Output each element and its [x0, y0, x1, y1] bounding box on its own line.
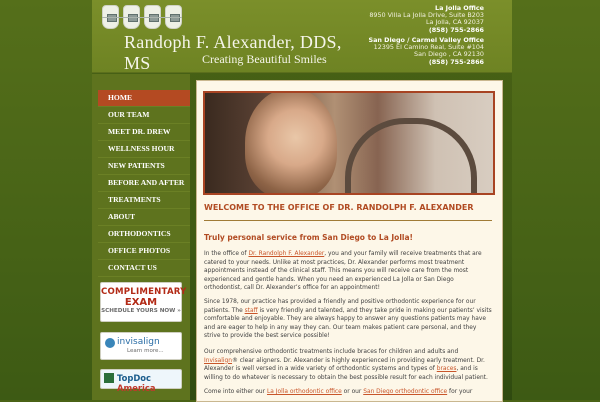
hero-photo	[203, 91, 495, 195]
promo-cta: SCHEDULE YOURS NOW »	[101, 308, 181, 314]
office-phone[interactable]: (858) 755-2866	[428, 57, 484, 66]
page-background-left	[0, 0, 92, 400]
braces-link[interactable]: braces	[436, 366, 457, 373]
promo-title: COMPLIMENTARY	[101, 287, 187, 297]
nav-item-wellness-hour[interactable]: WELLNESS HOUR	[98, 141, 190, 158]
topdoc-brand-suffix: America	[117, 383, 156, 393]
nav-item-home[interactable]: HOME	[98, 90, 190, 107]
office-address-line: San Diego , CA 92130	[414, 50, 484, 59]
clinic-name[interactable]: Randoph F. Alexander, DDS, MS	[124, 32, 342, 73]
doctor-link[interactable]: Dr. Randolph F. Alexander	[248, 251, 325, 257]
nav-item-about[interactable]: ABOUT	[98, 209, 190, 226]
office-phone[interactable]: (858) 755-2866	[428, 25, 484, 34]
hero-photo-person	[245, 91, 337, 195]
topdoc-icon	[104, 373, 114, 383]
page-background-right	[512, 0, 600, 400]
nav-item-meet-dr-drew[interactable]: MEET DR. DREW	[98, 124, 190, 141]
nav-item-contact-us[interactable]: CONTACT US	[98, 260, 190, 277]
paragraph-text: ® clear aligners. Dr. Alexander is highly experienced in providing early treatment. Dr. Alexander is well versed in a wide variety of orthodontic systems and types of	[204, 357, 485, 373]
invisalign-link[interactable]: Invisalign	[204, 357, 233, 364]
complimentary-exam-banner[interactable]	[100, 282, 187, 322]
paragraph-text: for your	[447, 389, 473, 395]
title-divider	[204, 220, 492, 221]
la-jolla-office-link[interactable]: La Jolla orthodontic office	[266, 389, 342, 395]
bracket-icon	[128, 14, 138, 22]
invisalign-icon	[105, 338, 115, 348]
paragraph-text: Our comprehensive orthodontic treatments include braces for children and adults and	[204, 349, 459, 355]
office-address-line: 12395 El Camino Real, Suite #104	[373, 43, 484, 52]
invisalign-logo-text: invisalign	[117, 337, 160, 347]
paragraph-text: In the office of	[204, 251, 249, 257]
nav-item-before-after[interactable]: BEFORE AND AFTER	[98, 175, 190, 192]
office-address-line: La Jolla, CA 92037	[425, 18, 484, 27]
staff-link[interactable]: staff	[244, 307, 258, 314]
paragraph-text: , and is willing to do whatever is necessary to obtain the best possible result for each individual patient.	[204, 366, 488, 381]
nav-item-treatments[interactable]: TREATMENTS	[98, 192, 190, 209]
hero-photo-chair	[345, 118, 477, 194]
nav-list	[92, 90, 190, 277]
nav-item-our-team[interactable]: OUR TEAM	[98, 107, 190, 124]
braces-wire	[102, 17, 182, 18]
paragraph-text: Since 1978, our practice has provided a friendly and positive orthodontic experience for our patients. The	[204, 299, 476, 314]
office-la-jolla	[369, 5, 484, 34]
offices-paragraph	[204, 388, 492, 397]
bracket-icon	[149, 14, 159, 22]
nav-item-new-patients[interactable]: NEW PATIENTS	[98, 158, 190, 175]
intro-paragraph	[204, 250, 492, 293]
paragraph-text: or our	[341, 389, 364, 395]
welcome-title: WELCOME TO THE OFFICE OF DR. RANDOLPH F. ALEXANDER	[204, 203, 474, 212]
practice-paragraph	[204, 298, 492, 341]
nav-item-office-photos[interactable]: OFFICE PHOTOS	[98, 243, 190, 260]
paragraph-text: is very friendly and talented, and they take pride in making our patients’ visits comfortable and enjoyable. They are always happy to answer any questions patients may have and are eager to help in any way they can. Our team makes patient care personal, and they strive to provide the best service possible!	[204, 307, 492, 340]
promo-subtitle: EXAM	[124, 297, 158, 308]
topdoc-logo-text	[117, 373, 181, 393]
office-title: San Diego / Carmel Valley Office	[368, 36, 484, 44]
subheadline: Truly personal service from San Diego to La Jolla!	[204, 233, 413, 242]
topdoc-brand: TopDoc	[117, 373, 152, 383]
office-address-line: 8950 Villa La Jolla Drive, Suite B203	[369, 11, 484, 20]
office-san-diego	[368, 37, 484, 66]
learn-more-text: Learn more...	[127, 348, 164, 354]
topdoc-banner[interactable]	[100, 369, 182, 393]
bracket-icon	[170, 14, 180, 22]
bracket-icon	[107, 14, 117, 22]
office-title: La Jolla Office	[435, 4, 484, 12]
nav-item-orthodontics[interactable]: ORTHODONTICS	[98, 226, 190, 243]
treatments-paragraph	[204, 348, 492, 382]
paragraph-text: Come into either our	[204, 389, 267, 395]
san-diego-office-link[interactable]: San Diego orthodontic office	[363, 389, 448, 395]
paragraph-text: , you and your family will receive treatments that are catered to your needs. Unlike at most practices, Dr. Alexander performs most treatment appointments instead of the clinical staff. This means you will receive care from the most experienced and gentle hands. When you need an experienced La Jolla or San Diego orthodontist, call Dr. Alexander’s office for an appointment!	[204, 251, 482, 292]
invisalign-banner[interactable]	[100, 332, 182, 360]
clinic-tagline: Creating Beautiful Smiles	[202, 52, 327, 66]
